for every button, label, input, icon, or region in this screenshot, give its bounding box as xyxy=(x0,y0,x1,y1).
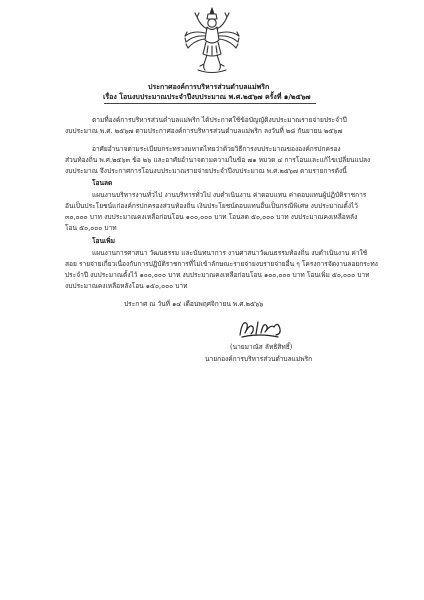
transfer-out-line-4: โอน ๕๐,๐๐๐ บาท xyxy=(65,224,117,232)
paragraph-1-line-1: ตามที่องค์การบริหารส่วนตำบลแม่พริก ได้ประกาศใช้ข้อบัญญัติงบประมาณรายจ่ายประจำปี xyxy=(92,116,347,124)
paragraph-1-line-2: งบประมาณ พ.ศ. ๒๕๖๗ ตามประกาศองค์การบริหารส่วนตำบลแม่พริก ลงวันที่ ๒๘ กันยายน ๒๕๖๗ xyxy=(65,127,343,135)
transfer-in-line-1: แผนงานการศาสนา วัฒนธรรม และนันทนาการ งานศาสนาวัฒนธรรมท้องถิ่น งบดำเนินงาน ค่าใช้ xyxy=(92,249,368,257)
transfer-out-line-1: แผนงานบริหารงานทั่วไป งานบริหารทั่วไป งบดำเนินงาน ค่าตอบแทน ค่าตอบแทนผู้ปฏิบัติราชการ xyxy=(92,191,367,199)
transfer-in-line-2: สอย รายจ่ายเกี่ยวเนื่องกับการปฏิบัติราชการที่ไม่เข้าลักษณะรายจ่ายงบรายจ่ายอื่น ๆ โครงการจัดงานลอยกระทง xyxy=(65,260,378,268)
handwritten-signature xyxy=(236,315,284,341)
transfer-in-line-4: งบประมาณคงเหลือหลังโอน ๑๕๐,๐๐๐ บาท xyxy=(65,282,188,290)
section-heading-transfer-in: โอนเพิ่ม xyxy=(92,237,115,245)
announcement-date: ประกาศ ณ วันที่ ๑๔ เดือนพฤศจิกายน พ.ศ.๒๕๖๖ xyxy=(124,300,264,308)
section-heading-transfer-out: โอนลด xyxy=(92,179,113,187)
paragraph-2-line-1: อาศัยอำนาจตามระเบียบกระทรวงมหาดไทยว่าด้วยวิธีการงบประมาณขององค์กรปกครอง xyxy=(92,145,341,153)
paragraph-2-line-3: งบประมาณ จึงประกาศการโอนงบประมาณรายจ่ายประจำปีงบประมาณ พ.ศ.๒๕๖๗ ตามรายการดังนี้ xyxy=(65,167,347,175)
transfer-out-line-3: ๓๐,๐๐๐ บาท งบประมาณคงเหลือก่อนโอน ๑๐๐,๐๐๐ บาท โอนลด ๕๐,๐๐๐ บาท งบประมาณคงเหลือหลัง xyxy=(65,213,358,221)
transfer-in-line-3: ประจำปี งบประมาณตั้งไว้ ๑๐๐,๐๐๐ บาท งบประมาณคงเหลือก่อนโอน ๑๐๐,๐๐๐ บาท โอนเพิ่ม ๕๐,๐๐๐ บาท xyxy=(65,271,370,279)
transfer-out-line-2: อันเป็นประโยชน์แก่องค์กรปกครองส่วนท้องถิ่น เงินประโยชน์ตอบแทนอื่นเป็นกรณีพิเศษ งบประมาณตั้งไว้ xyxy=(65,202,358,210)
title-divider xyxy=(104,103,316,104)
garuda-emblem-icon xyxy=(183,6,241,76)
document-subject: เรื่อง โอนงบประมาณประจำปีงบประมาณ พ.ศ.๒๕๖๗ ครั้งที่ ๑/๒๕๖๗ xyxy=(103,93,311,101)
document-title: ประกาศองค์การบริหารส่วนตำบลแม่พริก xyxy=(148,83,270,91)
signer-name: (นายมาณัส ลัทธิสิทธิ์) xyxy=(230,343,293,351)
paragraph-2-line-2: ส่วนท้องถิ่น พ.ศ.๒๕๖๓ ข้อ ๒๖ และอาศัยอำนาจตามความในข้อ ๗๑ หมวด ๔ การโอนและแก้ไขเปลี่ยนแปลง xyxy=(65,156,371,164)
signer-position: นายกองค์การบริหารส่วนตำบลแม่พริก xyxy=(205,355,313,363)
